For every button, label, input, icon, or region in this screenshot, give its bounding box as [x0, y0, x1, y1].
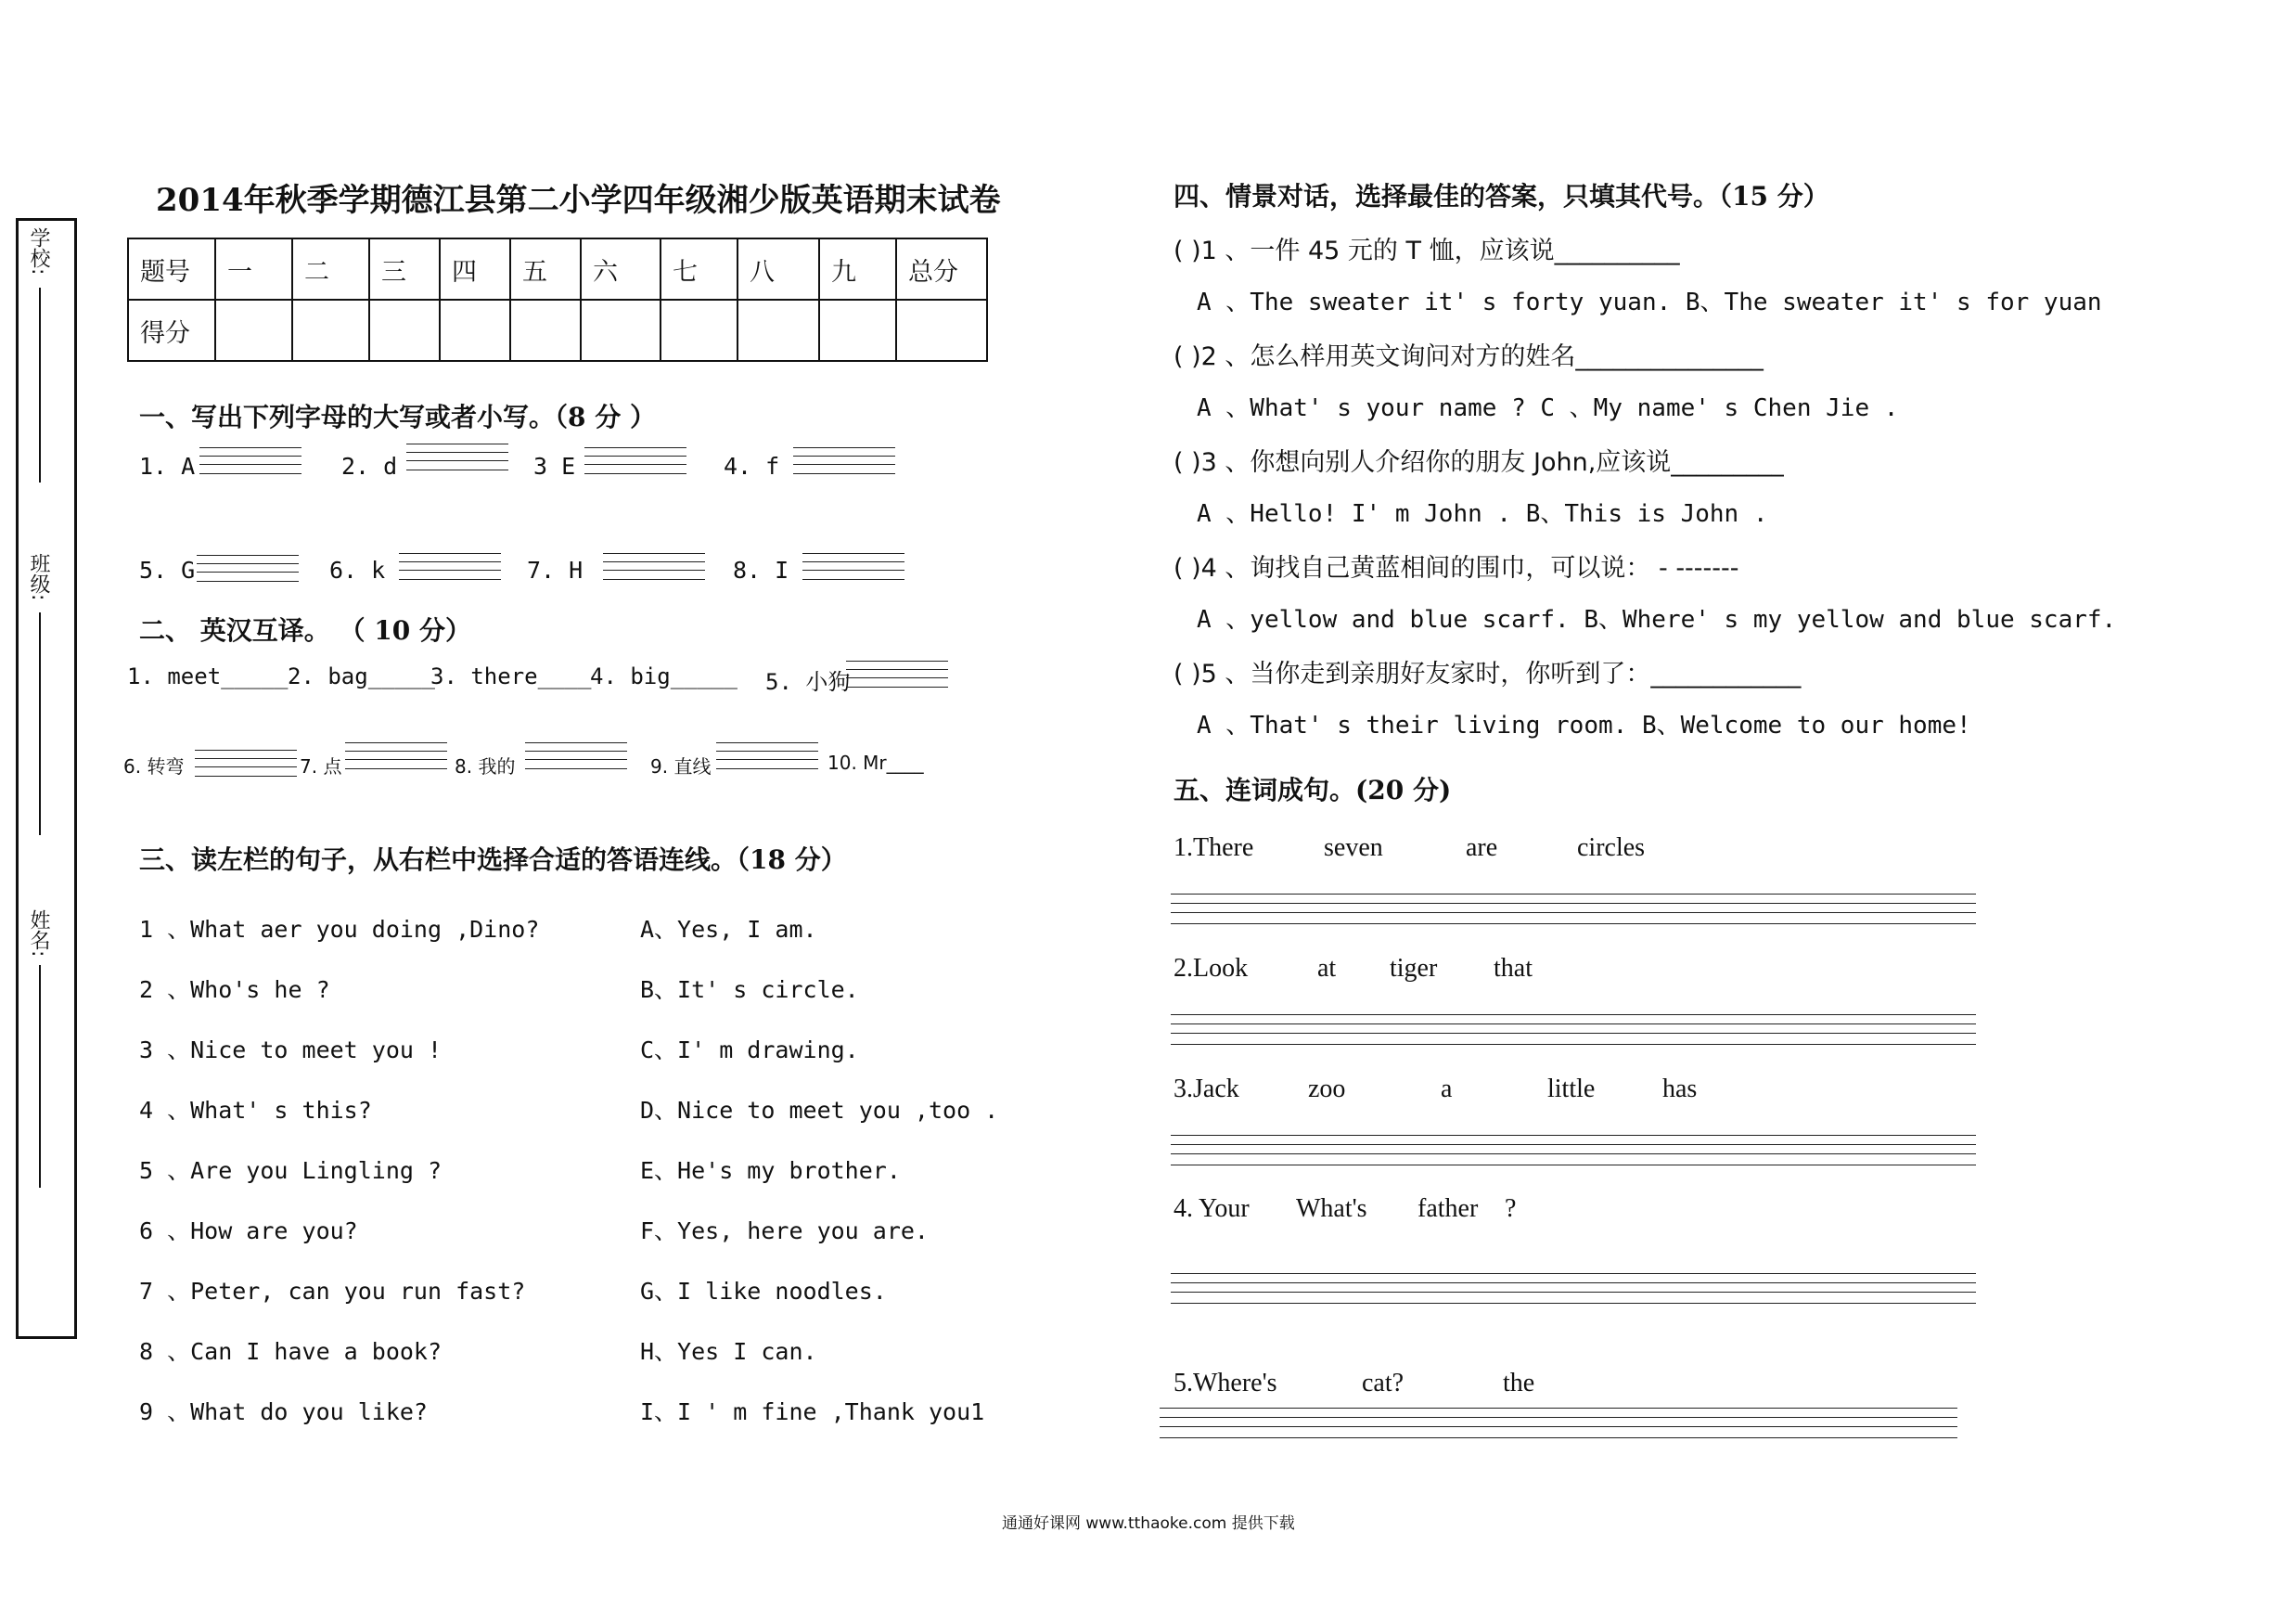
right-answer[interactable]: B、It' s circle.: [640, 976, 859, 1003]
part1-item: 8. I: [733, 557, 789, 584]
answer-options: A 、Hello! I' m John . B、This is John .: [1197, 500, 1768, 528]
scrambled-word: father: [1417, 1194, 1479, 1223]
score-header: 题号: [128, 238, 215, 300]
score-row-label: 得分: [128, 300, 215, 361]
part2-item: 10. Mr____: [827, 752, 924, 774]
writing-lines[interactable]: [199, 447, 301, 475]
part2-item: 5. 小狗: [765, 669, 851, 695]
writing-lines[interactable]: [793, 447, 895, 475]
name-label: 姓名:: [27, 909, 50, 958]
writing-lines[interactable]: [345, 742, 447, 770]
score-cell[interactable]: [510, 300, 581, 361]
answer-line[interactable]: [1160, 1408, 1957, 1409]
answer-line[interactable]: [1171, 1014, 1976, 1015]
part2-item: 4. big_____: [590, 663, 738, 689]
writing-lines[interactable]: [195, 750, 297, 778]
scrambled-word: tiger: [1390, 954, 1438, 983]
name-line: [39, 965, 41, 1188]
part1-item: 1. A: [139, 453, 196, 480]
question-text[interactable]: ( )4 、询找自己黄蓝相间的围巾，可以说： - -------: [1174, 554, 1739, 583]
scrambled-word: 2.Look: [1174, 954, 1249, 983]
score-header-row: [128, 238, 987, 300]
page-title: 2014年秋季学期德江县第二小学四年级湘少版英语期末试卷: [156, 182, 1001, 219]
class-label: 班级:: [27, 553, 50, 601]
part5-heading: 五、连词成句。(20 分): [1174, 775, 1452, 805]
writing-lines[interactable]: [846, 661, 948, 689]
scrambled-word: a: [1441, 1075, 1453, 1103]
binding-strip: [16, 218, 77, 1339]
score-cell[interactable]: [581, 300, 661, 361]
part1-item: 4. f: [724, 453, 780, 480]
right-answer[interactable]: I、I ' m fine ,Thank you1: [640, 1398, 985, 1425]
scrambled-word: are: [1466, 833, 1498, 862]
left-sentence[interactable]: 5 、Are you Lingling ?: [139, 1157, 443, 1184]
score-cell[interactable]: [661, 300, 738, 361]
part2-item: 9. 直线: [650, 755, 712, 778]
question-text[interactable]: ( )1 、一件 45 元的 T 恤，应该说__________: [1174, 237, 1680, 265]
part1-heading: 一、写出下列字母的大写或者小写。（8 分 ）: [139, 402, 656, 432]
score-cell[interactable]: [292, 300, 369, 361]
score-header: 二: [292, 238, 369, 300]
right-answer[interactable]: E、He's my brother.: [640, 1157, 901, 1184]
answer-line[interactable]: [1171, 1292, 1976, 1293]
writing-lines[interactable]: [716, 742, 818, 770]
writing-lines[interactable]: [584, 447, 686, 475]
answer-line[interactable]: [1160, 1426, 1957, 1427]
school-label: 学校:: [27, 227, 50, 276]
right-answer[interactable]: F、Yes, here you are.: [640, 1217, 929, 1244]
score-header: 九: [819, 238, 896, 300]
answer-line[interactable]: [1171, 923, 1976, 924]
scrambled-word: 3.Jack: [1174, 1075, 1239, 1103]
score-header: 六: [581, 238, 661, 300]
writing-lines[interactable]: [603, 553, 705, 581]
scrambled-word: 4. Your: [1174, 1194, 1250, 1223]
left-sentence[interactable]: 4 、What' s this?: [139, 1097, 372, 1124]
right-answer[interactable]: A、Yes, I am.: [640, 916, 817, 943]
question-text[interactable]: ( )5 、当你走到亲朋好友家时，你听到了：____________: [1174, 660, 1802, 689]
writing-lines[interactable]: [406, 444, 508, 471]
scrambled-word: the: [1503, 1369, 1535, 1397]
answer-line[interactable]: [1171, 903, 1976, 904]
part1-item: 2. d: [341, 453, 398, 480]
scrambled-word: 1.There: [1174, 833, 1254, 862]
score-header: 五: [510, 238, 581, 300]
answer-line[interactable]: [1171, 1033, 1976, 1034]
score-header: 总分: [896, 238, 987, 300]
score-cell[interactable]: [440, 300, 510, 361]
score-header: 一: [215, 238, 292, 300]
scrambled-word: little: [1547, 1075, 1596, 1103]
score-cell[interactable]: [215, 300, 292, 361]
answer-options: A 、yellow and blue scarf. B、Where' s my yellow and blue scarf.: [1197, 606, 2117, 634]
left-sentence[interactable]: 8 、Can I have a book?: [139, 1338, 443, 1365]
score-cell[interactable]: [738, 300, 819, 361]
part4-heading: 四、情景对话，选择最佳的答案，只填其代号。（15 分）: [1174, 181, 1829, 212]
score-table: [127, 238, 988, 362]
left-sentence[interactable]: 6 、How are you?: [139, 1217, 358, 1244]
right-answer[interactable]: H、Yes I can.: [640, 1338, 817, 1365]
answer-options: A 、The sweater it' s forty yuan. B、The sweater it' s for yuan: [1197, 289, 2102, 316]
question-text[interactable]: ( )2 、怎么样用英文询问对方的姓名_______________: [1174, 342, 1764, 371]
answer-line[interactable]: [1171, 1153, 1976, 1154]
right-answer[interactable]: D、Nice to meet you ,too .: [640, 1097, 999, 1124]
answer-line[interactable]: [1171, 1282, 1976, 1283]
scrambled-word: seven: [1324, 833, 1383, 862]
score-cell[interactable]: [369, 300, 440, 361]
part2-item: 8. 我的: [455, 755, 516, 778]
part1-item: 7. H: [527, 557, 584, 584]
score-header: 四: [440, 238, 510, 300]
answer-line[interactable]: [1171, 912, 1976, 913]
answer-line[interactable]: [1171, 1144, 1976, 1145]
footer-credit: 通通好课网 www.tthaoke.com 提供下载: [1002, 1514, 1295, 1533]
answer-line[interactable]: [1171, 1273, 1976, 1274]
scrambled-word: cat?: [1362, 1369, 1405, 1397]
part2-item: 2. bag_____: [288, 663, 435, 689]
scrambled-word: circles: [1577, 833, 1646, 862]
answer-line[interactable]: [1171, 1303, 1976, 1304]
left-sentence[interactable]: 1 、What aer you doing ,Dino?: [139, 916, 540, 943]
score-cell[interactable]: [819, 300, 896, 361]
scrambled-word: has: [1662, 1075, 1698, 1103]
writing-lines[interactable]: [399, 553, 501, 581]
answer-line[interactable]: [1160, 1437, 1957, 1438]
answer-line[interactable]: [1171, 894, 1976, 895]
left-sentence[interactable]: 2 、Who's he ?: [139, 976, 330, 1003]
part2-heading: 二、 英汉互译。 （ 10 分）: [139, 615, 471, 646]
question-text[interactable]: ( )3 、你想向别人介绍你的朋友 John,应该说_________: [1174, 448, 1784, 477]
left-sentence[interactable]: 9 、What do you like?: [139, 1398, 428, 1425]
answer-options: A 、That' s their living room. B、Welcome to our home!: [1197, 712, 1971, 740]
part2-item: 1. meet_____: [127, 663, 289, 689]
left-sentence[interactable]: 3 、Nice to meet you !: [139, 1036, 443, 1063]
score-row: [128, 300, 987, 361]
answer-line[interactable]: [1160, 1417, 1957, 1418]
school-line: [39, 288, 41, 483]
answer-line[interactable]: [1171, 1044, 1976, 1045]
part1-item: 3 E: [533, 453, 576, 480]
scrambled-word: that: [1494, 954, 1533, 983]
right-answer[interactable]: G、I like noodles.: [640, 1278, 887, 1305]
left-sentence[interactable]: 7 、Peter, can you run fast?: [139, 1278, 526, 1305]
part2-item: 3. there____: [430, 663, 592, 689]
scrambled-word: What's: [1296, 1194, 1367, 1223]
writing-lines[interactable]: [802, 553, 904, 581]
class-line: [39, 612, 41, 835]
answer-line[interactable]: [1171, 1023, 1976, 1024]
answer-line[interactable]: [1171, 1135, 1976, 1136]
scrambled-word: 5.Where's: [1174, 1369, 1277, 1397]
answer-options: A 、What' s your name ? C 、My name' s Chen Jie .: [1197, 394, 1899, 422]
scrambled-word: zoo: [1308, 1075, 1346, 1103]
part2-item: 7. 点: [300, 755, 342, 778]
part3-heading: 三、读左栏的句子，从右栏中选择合适的答语连线。（18 分）: [139, 844, 847, 875]
score-cell[interactable]: [896, 300, 987, 361]
writing-lines[interactable]: [525, 742, 627, 770]
part1-item: 6. k: [329, 557, 386, 584]
right-answer[interactable]: C、I' m drawing.: [640, 1036, 859, 1063]
score-header: 三: [369, 238, 440, 300]
scrambled-word: at: [1317, 954, 1337, 983]
score-header: 七: [661, 238, 738, 300]
writing-lines[interactable]: [197, 555, 299, 583]
part1-item: 5. G: [139, 557, 196, 584]
scrambled-word: ?: [1505, 1194, 1517, 1223]
score-header: 八: [738, 238, 819, 300]
part2-item: 6. 转弯: [123, 755, 185, 778]
